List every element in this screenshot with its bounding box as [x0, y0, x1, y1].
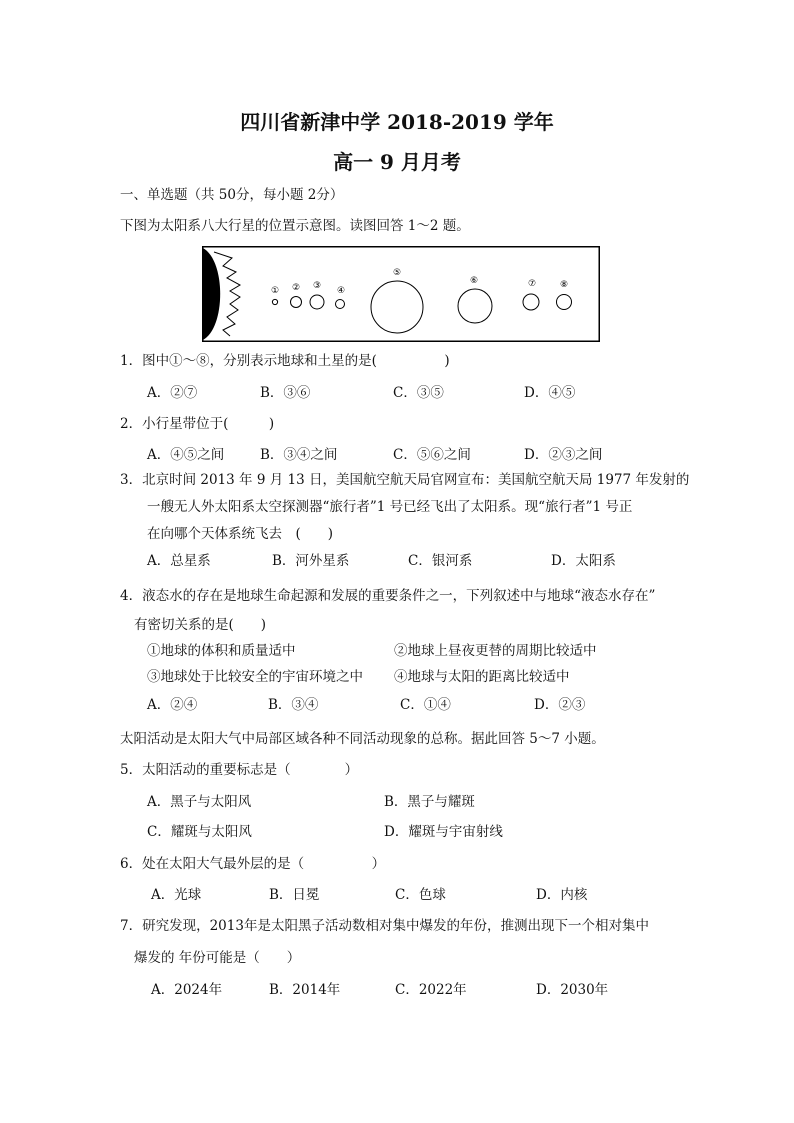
q4-option-b[interactable]: B．③④ [268, 697, 319, 713]
q5-option-a[interactable]: A．黑子与太阳风 [147, 794, 252, 810]
q2-stem: 2．小行星带位于( ) [120, 416, 275, 432]
q4-stem-line-2: 有密切关系的是( ) [134, 617, 267, 633]
q4-item-2: ②地球上昼夜更替的周期比较适中 [394, 643, 597, 659]
q4-option-d[interactable]: D．②③ [534, 697, 586, 713]
intro-planets: 下图为太阳系八大行星的位置示意图。读图回答 1～2 题。 [120, 218, 470, 234]
q3-stem-line-1: 3．北京时间 2013 年 9 月 13 日，美国航空航天局官网宣布：美国航空航天局 1977 年发射的 [120, 472, 690, 488]
q6-option-b[interactable]: B．日冕 [269, 887, 320, 903]
q5-stem: 5．太阳活动的重要标志是（ ） [120, 762, 359, 778]
planet-1 [272, 299, 277, 304]
planet-7 [523, 294, 539, 310]
q2-option-c[interactable]: C．⑤⑥之间 [393, 447, 471, 463]
q1-option-d[interactable]: D．④⑤ [524, 385, 576, 401]
q7-option-c[interactable]: C．2022年 [395, 982, 467, 998]
planet-6 [458, 289, 492, 323]
planet-label-6: ⑥ [469, 276, 479, 286]
planet-label-5: ⑤ [392, 268, 402, 278]
q3-option-d[interactable]: D．太阳系 [551, 553, 616, 569]
q6-option-c[interactable]: C．色球 [395, 887, 446, 903]
planet-8 [557, 295, 572, 310]
q4-option-a[interactable]: A．②④ [147, 697, 198, 713]
q2-option-d[interactable]: D．②③之间 [524, 447, 603, 463]
q6-option-d[interactable]: D．内核 [536, 887, 588, 903]
q4-stem-line-1: 4．液态水的存在是地球生命起源和发展的重要条件之一，下列叙述中与地球“液态水存在” [120, 588, 656, 604]
q6-stem: 6．处在太阳大气最外层的是（ ） [120, 856, 386, 872]
q5-option-d[interactable]: D．耀斑与宇宙射线 [384, 824, 503, 840]
planet-5 [371, 281, 423, 333]
q4-item-3: ③地球处于比较安全的宇宙环境之中 [147, 669, 363, 685]
q2-option-b[interactable]: B．③④之间 [260, 447, 338, 463]
section-heading: 一、单选题（共 50分，每小题 2分） [120, 187, 344, 203]
q7-stem-line-2: 爆发的 年份可能是（ ） [134, 950, 301, 966]
planet-label-7: ⑦ [527, 279, 537, 289]
planet-4 [336, 300, 345, 309]
planet-label-3: ③ [312, 281, 322, 291]
q1-option-a[interactable]: A．②⑦ [147, 385, 198, 401]
q1-option-c[interactable]: C．③⑤ [393, 385, 444, 401]
q5-option-c[interactable]: C．耀斑与太阳风 [147, 824, 252, 840]
q3-option-b[interactable]: B．河外星系 [272, 553, 350, 569]
q7-stem-line-1: 7．研究发现，2013年是太阳黑子活动数相对集中爆发的年份，推测出现下一个相对集中 [120, 918, 649, 934]
intro-solar-activity: 太阳活动是太阳大气中局部区域各种不同活动现象的总称。据此回答 5～7 小题。 [120, 731, 605, 747]
q4-item-4: ④地球与太阳的距离比较适中 [394, 669, 570, 685]
sun-icon [203, 248, 240, 340]
exam-title: 四川省新津中学 2018-2019 学年 [240, 110, 554, 134]
q4-item-1: ①地球的体积和质量适中 [147, 643, 296, 659]
q3-option-a[interactable]: A．总星系 [147, 553, 211, 569]
q1-option-b[interactable]: B．③⑥ [260, 385, 311, 401]
q5-option-b[interactable]: B．黑子与耀斑 [384, 794, 475, 810]
planet-label-8: ⑧ [559, 280, 569, 290]
q3-stem-line-2: 一艘无人外太阳系太空探测器“旅行者”1 号已经飞出了太阳系。现“旅行者”1 号正 [147, 499, 633, 515]
solar-system-diagram [202, 246, 600, 342]
planet-label-4: ④ [336, 286, 346, 296]
q3-stem-line-3: 在向哪个天体系统飞去 ( ) [147, 526, 334, 542]
diagram-frame [203, 247, 600, 342]
planet-label-2: ② [291, 283, 301, 293]
planet-label-1: ① [270, 286, 280, 296]
q3-option-c[interactable]: C．银河系 [408, 553, 473, 569]
q7-option-d[interactable]: D．2030年 [536, 982, 609, 998]
q2-option-a[interactable]: A．④⑤之间 [147, 447, 225, 463]
planet-3 [310, 295, 324, 309]
q6-option-a[interactable]: A．光球 [151, 887, 202, 903]
q7-option-a[interactable]: A．2024年 [151, 982, 223, 998]
q4-option-c[interactable]: C．①④ [400, 697, 451, 713]
planet-2 [291, 297, 302, 308]
q7-option-b[interactable]: B．2014年 [269, 982, 341, 998]
exam-subtitle: 高一 9 月月考 [333, 150, 461, 174]
q1-stem: 1．图中①～⑧，分别表示地球和土星的是( ) [120, 353, 450, 369]
